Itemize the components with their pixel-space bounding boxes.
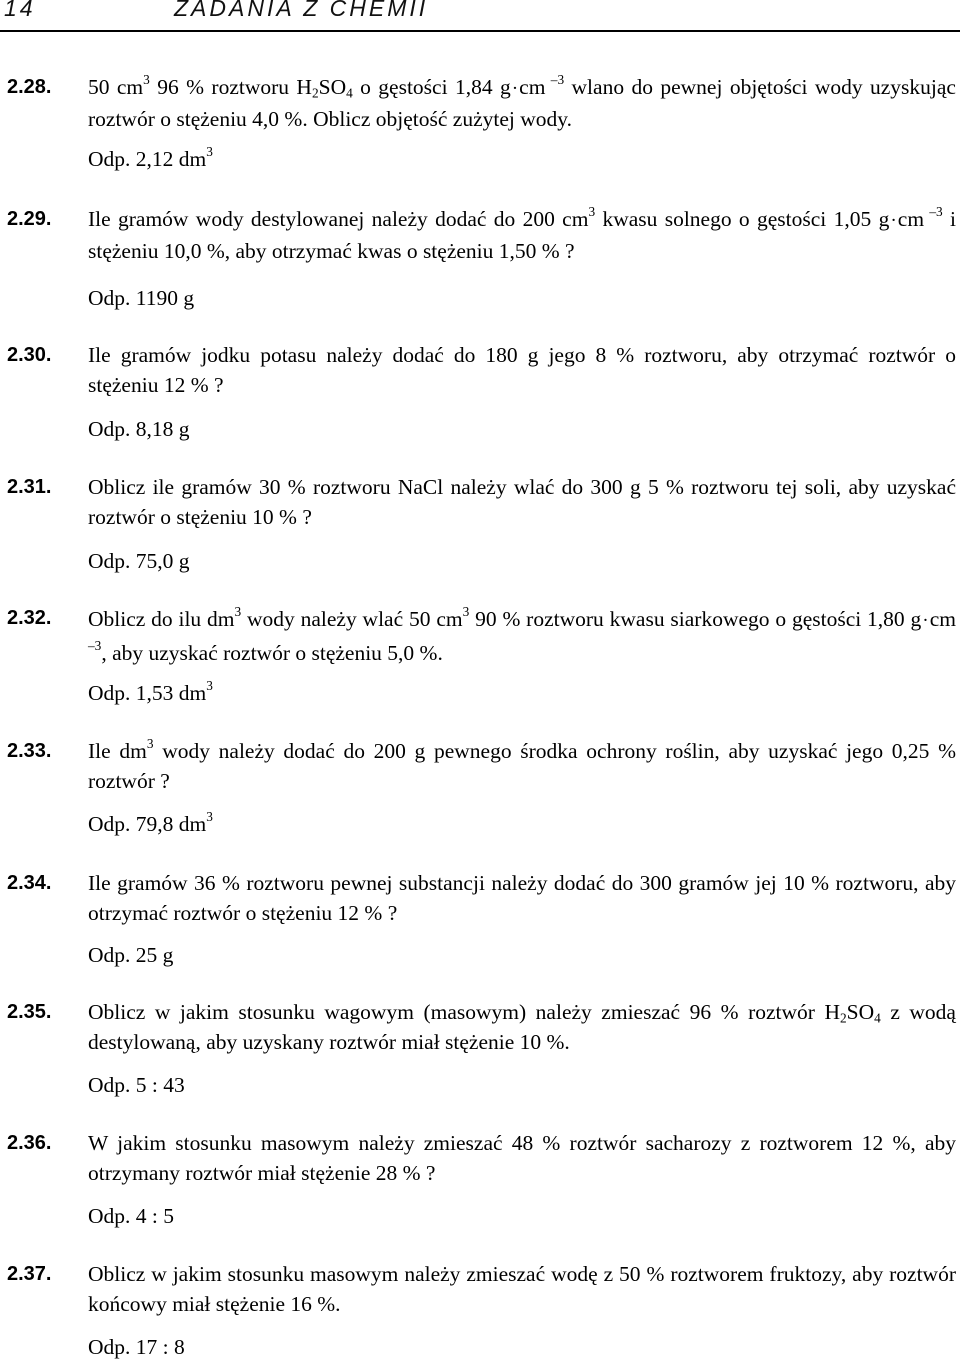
page-number: 14 (4, 0, 36, 21)
problem-text: Ile gramów wody destylowanej należy dodać do 200 $cm^3$ kwasu solnego o gęstości 1,05 g·cm $^{-3}$ i stężeniu 10,0 %, aby otrzymać kwas o stężeniu 1,50 % ? (88, 204, 956, 263)
problem-text: Oblicz w jakim stosunku wagowym (masowym) należy zmieszać 96 % roztwór $H_2SO_4$ z wodą destylowaną, aby uzyskany roztwór miał stężenie 10 %. (88, 1000, 956, 1054)
header-rule (0, 30, 960, 32)
answer: Odp. 17 : 8 (88, 1335, 185, 1359)
problem-number: 2.36. (7, 1132, 52, 1154)
answer: Odp. 4 : 5 (88, 1204, 174, 1228)
problem-number: 2.30. (7, 344, 52, 366)
problem-text: Ile $dm^3$ wody należy dodać do 200 g pewnego środka ochrony roślin, aby uzyskać jego 0,25 % roztwór ? (88, 736, 956, 793)
answer: Odp. 1,53 $dm^3$ (88, 678, 213, 705)
problem-text: Oblicz ile gramów 30 % roztworu NaCl należy wlać do 300 g 5 % roztworu tej soli, aby uzyskać roztwór o stężeniu 10 % ? (88, 475, 956, 529)
problem-number: 2.35. (7, 1001, 52, 1023)
answer: Odp. 79,8 $dm^3$ (88, 809, 213, 836)
problem-text: Ile gramów 36 % roztworu pewnej substancji należy dodać do 300 gramów jej 10 % roztworu, aby otrzymać roztwór o stężeniu 12 % ? (88, 871, 956, 925)
problem-number: 2.33. (7, 740, 52, 762)
problem-number: 2.29. (7, 208, 52, 230)
problem-text: 50 $cm^3$ 96 % roztworu $H_2SO_4$ o gęstości 1,84 g·cm $^{-3}$ wlano do pewnej objętości wody uzyskując roztwór o stężeniu 4,0 %. Oblicz objętość zużytej wody. (88, 72, 956, 131)
problem-number: 2.32. (7, 607, 52, 629)
problem-text: Oblicz do ilu $dm^3$ wody należy wlać 50 $cm^3$ 90 % roztworu kwasu siarkowego o gęstości 1,80 g·cm $^{-3}$, aby uzyskać roztwór o stężeniu 5,0 %. (88, 604, 956, 665)
page-title: ZADANIA Z CHEMII (174, 0, 429, 21)
answer: Odp. 25 g (88, 943, 174, 967)
problem-text: Oblicz w jakim stosunku masowym należy zmieszać wodę z 50 % roztworem fruktozy, aby roztwór końcowy miał stężenie 16 %. (88, 1262, 956, 1316)
answer: Odp. 8,18 g (88, 417, 190, 441)
problem-number: 2.37. (7, 1263, 52, 1285)
problem-number: 2.34. (7, 872, 52, 894)
problem-text: W jakim stosunku masowym należy zmieszać 48 % roztwór sacharozy z roztworem 12 %, aby otrzymany roztwór miał stężenie 28 % ? (88, 1131, 956, 1185)
problem-text: Ile gramów jodku potasu należy dodać do 180 g jego 8 % roztworu, aby otrzymać roztwór o stężeniu 12 % ? (88, 343, 956, 397)
page-header (0, 0, 960, 34)
answer: Odp. 1190 g (88, 286, 195, 310)
answer: Odp. 5 : 43 (88, 1073, 185, 1097)
answer: Odp. 2,12 $dm^3$ (88, 144, 213, 171)
answer: Odp. 75,0 g (88, 549, 190, 573)
problem-number: 2.31. (7, 476, 52, 498)
problem-number: 2.28. (7, 76, 52, 98)
